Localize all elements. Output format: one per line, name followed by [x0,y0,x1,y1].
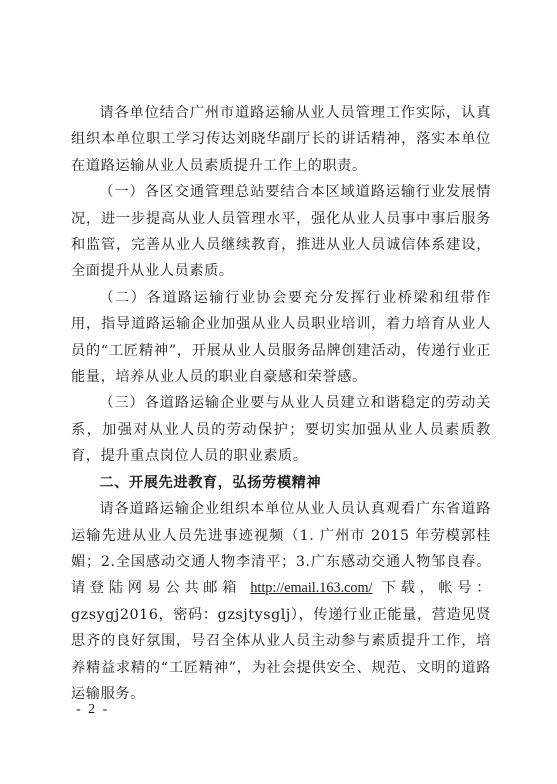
email-link[interactable]: http://email.163.com/ [250,580,373,597]
paragraph-video-notice-part2: 下载，帐号：gzsygj2016，密码：gzsjtysglj），传递行业正能量，营造见贤思齐的良好氛围，号召全体从业人员主动参与素质提升工作，培养精益求精的“工匠精神”，为社会提供安全、规范、文明的道路运输服务。 [71,580,491,702]
paragraph-item-1: （一）各区交通管理总站要结合本区域道路运输行业发展情况，进一步提高从业人员管理水平，强化从业人员事中事后服务和监管，完善从业人员继续教育，推进从业人员诚信体系建设，全面提升从业人员素质。 [71,184,491,280]
paragraph-intro: 请各单位结合广州市道路运输从业人员管理工作实际，认真组织本单位职工学习传达刘晓华副厅长的讲话精神，落实本单位在道路运输从业人员素质提升工作上的职责。 [71,105,491,174]
section-heading: 二、开展先进教育，弘扬劳模精神 [99,474,322,491]
paragraph-video-notice-part1: 请各道路运输企业组织本单位从业人员认真观看广东省道路运输先进从业人员先进事迹视频（1. 广州市 2015 年劳模郭桂媚；2.全国感动交通人物李清平；3.广东感动交通人物邹良春。请登陆网易公共邮箱 [71,501,491,597]
page-number: - 2 - [76,702,110,717]
document-body [71,100,491,707]
paragraph-item-3: （三）各道路运输企业要与从业人员建立和谐稳定的劳动关系，加强对从业人员的劳动保护；要切实加强从业人员素质教育，提升重点岗位人员的职业素质。 [71,395,491,465]
paragraph-video-notice [71,496,491,707]
paragraph-item-2: （二）各道路运输行业协会要充分发挥行业桥梁和纽带作用，指导道路运输企业加强从业人员职业培训，着力培育从业人员的“工匠精神”，开展从业人员服务品牌创建活动，传递行业正能量，培养从业人员的职业自豪感和荣誉感。 [71,289,491,386]
